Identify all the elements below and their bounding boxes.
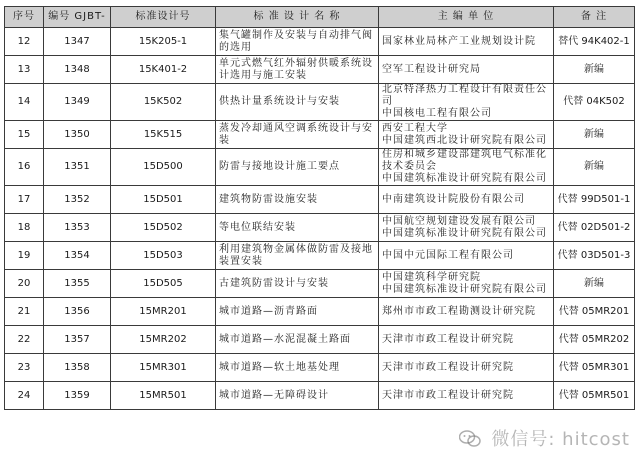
cell-no: 18: [5, 214, 44, 242]
cell-name: 城市道路—水泥混凝土路面: [216, 326, 379, 354]
cell-name: 建筑物防雷设施安装: [216, 186, 379, 214]
cell-gjbt: 1358: [44, 354, 111, 382]
table-row: [5, 298, 635, 326]
cell-unit: [379, 326, 554, 354]
unit-line: 中国航空规划建设发展有限公司: [382, 215, 536, 227]
table-row: [5, 382, 635, 410]
cell-note: 代替 05MR301: [554, 354, 635, 382]
cell-code: 15D505: [111, 270, 216, 298]
unit-line: 住房和城乡建设部建筑电气标准化技术委员会: [382, 149, 547, 172]
header-name: 标 准 设 计 名 称: [216, 7, 379, 28]
cell-code: 15MR301: [111, 354, 216, 382]
cell-name: 城市道路—无障碍设计: [216, 382, 379, 410]
cell-gjbt: 1354: [44, 242, 111, 270]
cell-gjbt: 1359: [44, 382, 111, 410]
cell-note: 代替 03D501-3: [554, 242, 635, 270]
watermark-text: 微信号: hitcost: [491, 429, 630, 450]
unit-line: 天津市市政工程设计研究院: [382, 333, 514, 345]
cell-code: 15K502: [111, 84, 216, 121]
unit-line: 中国核电工程有限公司: [382, 108, 492, 119]
unit-line: 中南建筑设计院股份有限公司: [382, 193, 525, 205]
cell-name: 古建筑防雷设计与安装: [216, 270, 379, 298]
cell-unit: [379, 28, 554, 56]
cell-name: 利用建筑物金属体做防雷及接地装置安装: [216, 242, 379, 270]
cell-note: 代替 05MR202: [554, 326, 635, 354]
cell-name: 单元式燃气红外辐射供暖系统设计选用与施工安装: [216, 56, 379, 84]
unit-line: 郑州市市政工程勘测设计研究院: [382, 305, 536, 317]
cell-gjbt: 1355: [44, 270, 111, 298]
unit-line: 中国建筑标准设计研究院有限公司: [382, 227, 547, 239]
cell-no: 15: [5, 121, 44, 149]
cell-note: 代替 02D501-2: [554, 214, 635, 242]
cell-no: 20: [5, 270, 44, 298]
cell-unit: [379, 121, 554, 149]
cell-note: 新编: [554, 121, 635, 149]
cell-unit: [379, 354, 554, 382]
cell-unit: [379, 214, 554, 242]
unit-line: 北京特泽热力工程设计有限责任公司: [382, 84, 547, 107]
cell-no: 22: [5, 326, 44, 354]
wechat-icon: [459, 430, 481, 448]
cell-gjbt: 1348: [44, 56, 111, 84]
table-row: [5, 84, 635, 121]
table-row: [5, 28, 635, 56]
cell-gjbt: 1357: [44, 326, 111, 354]
header-gjbt: 编号 GJBT-: [44, 7, 111, 28]
cell-note: 代替 05MR501: [554, 382, 635, 410]
cell-unit: [379, 382, 554, 410]
header-note: 备 注: [554, 7, 635, 28]
cell-no: 19: [5, 242, 44, 270]
cell-name: 蒸发冷却通风空调系统设计与安装: [216, 121, 379, 149]
cell-gjbt: 1347: [44, 28, 111, 56]
table-row: [5, 186, 635, 214]
cell-code: 15MR201: [111, 298, 216, 326]
unit-line: 中国建筑科学研究院: [382, 271, 481, 283]
cell-unit: [379, 186, 554, 214]
cell-gjbt: 1349: [44, 84, 111, 121]
cell-no: 21: [5, 298, 44, 326]
cell-code: 15D500: [111, 149, 216, 186]
unit-line: 西安工程大学: [382, 122, 448, 134]
table-row: [5, 270, 635, 298]
table-row: [5, 354, 635, 382]
cell-unit: [379, 270, 554, 298]
cell-no: 14: [5, 84, 44, 121]
cell-no: 17: [5, 186, 44, 214]
cell-code: 15K205-1: [111, 28, 216, 56]
standards-table: [4, 6, 635, 410]
cell-note: 替代 94K402-1: [554, 28, 635, 56]
cell-name: 防雷与接地设计施工要点: [216, 149, 379, 186]
cell-no: 23: [5, 354, 44, 382]
cell-note: 新编: [554, 56, 635, 84]
cell-code: 15D501: [111, 186, 216, 214]
watermark: [459, 425, 630, 451]
cell-code: 15K515: [111, 121, 216, 149]
cell-no: 16: [5, 149, 44, 186]
cell-gjbt: 1351: [44, 149, 111, 186]
cell-name: 城市道路—软土地基处理: [216, 354, 379, 382]
table-row: [5, 214, 635, 242]
unit-line: 中国建筑标准设计研究院有限公司: [382, 283, 547, 295]
table-header-row: [5, 7, 635, 28]
cell-code: 15D502: [111, 214, 216, 242]
cell-unit: [379, 242, 554, 270]
table-row: [5, 326, 635, 354]
cell-unit: [379, 298, 554, 326]
cell-name: 等电位联结安装: [216, 214, 379, 242]
cell-unit: [379, 149, 554, 186]
unit-line: 中国建筑西北设计研究院有限公司: [382, 134, 547, 146]
cell-code: 15MR501: [111, 382, 216, 410]
cell-unit: [379, 56, 554, 84]
cell-gjbt: 1352: [44, 186, 111, 214]
unit-line: 中国中元国际工程有限公司: [382, 249, 514, 261]
cell-note: 新编: [554, 270, 635, 298]
unit-line: 天津市市政工程设计研究院: [382, 389, 514, 401]
unit-line: 空军工程设计研究局: [382, 63, 481, 75]
cell-code: 15D503: [111, 242, 216, 270]
cell-note: 代替 04K502: [554, 84, 635, 121]
cell-note: 代替 99D501-1: [554, 186, 635, 214]
cell-unit: [379, 84, 554, 121]
cell-gjbt: 1350: [44, 121, 111, 149]
cell-code: 15MR202: [111, 326, 216, 354]
cell-code: 15K401-2: [111, 56, 216, 84]
standards-table-container: [4, 6, 635, 410]
table-body: [5, 28, 635, 410]
cell-gjbt: 1353: [44, 214, 111, 242]
unit-line: 中国建筑标准设计研究院有限公司: [382, 173, 547, 184]
cell-gjbt: 1356: [44, 298, 111, 326]
table-row: [5, 56, 635, 84]
cell-no: 12: [5, 28, 44, 56]
cell-name: 集气罐制作及安装与自动排气阀的选用: [216, 28, 379, 56]
unit-line: 天津市市政工程设计研究院: [382, 361, 514, 373]
table-row: [5, 149, 635, 186]
header-code: 标准设计号: [111, 7, 216, 28]
table-row: [5, 121, 635, 149]
header-unit: 主 编 单 位: [379, 7, 554, 28]
cell-note: 代替 05MR201: [554, 298, 635, 326]
cell-note: 新编: [554, 149, 635, 186]
cell-name: 城市道路—沥青路面: [216, 298, 379, 326]
cell-no: 24: [5, 382, 44, 410]
header-no: 序号: [5, 7, 44, 28]
cell-name: 供热计量系统设计与安装: [216, 84, 379, 121]
table-row: [5, 242, 635, 270]
unit-line: 国家林业局林产工业规划设计院: [382, 35, 536, 47]
cell-no: 13: [5, 56, 44, 84]
